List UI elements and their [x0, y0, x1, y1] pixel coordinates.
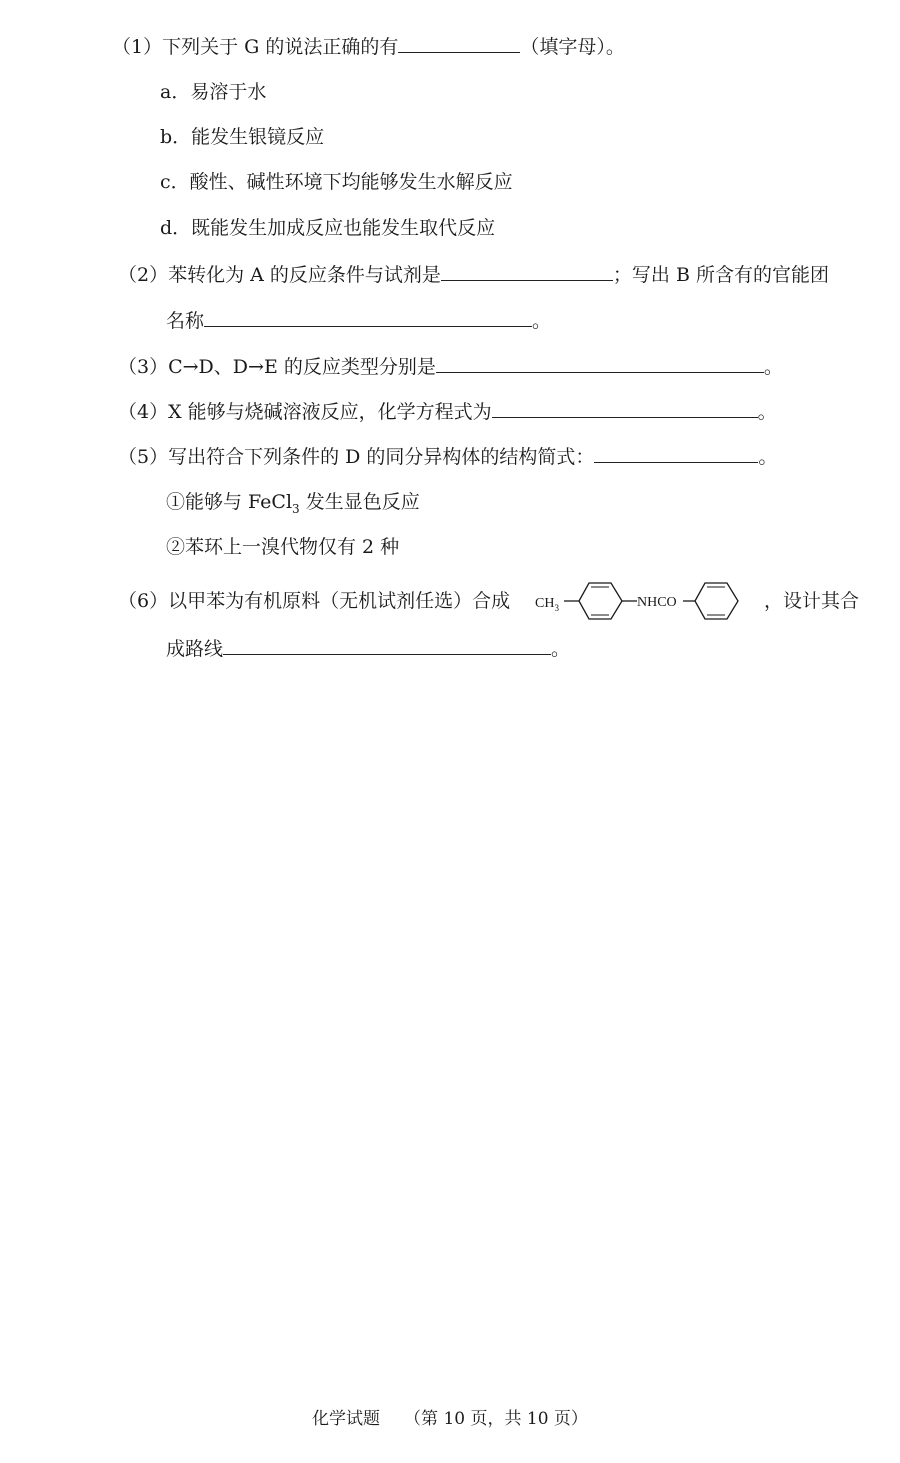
option-a: a．易溶于水 [160, 81, 267, 103]
subscript: 3 [292, 501, 300, 516]
question-text: 以甲苯为有机原料（无机试剂任选）合成 [168, 590, 511, 612]
option-d: d．既能发生加成反应也能发生取代反应 [160, 217, 496, 239]
answer-blank[interactable] [492, 399, 758, 418]
question-2-continuation [166, 308, 551, 333]
question-number: （6） [118, 590, 169, 612]
question-text-mid: ；写出 B 所含有的官能团 [612, 264, 829, 286]
question-text: 写出符合下列条件的 D 的同分异构体的结构简式： [168, 446, 595, 468]
question-text: X 能够与烧碱溶液反应，化学方程式为 [168, 401, 492, 423]
question-number: （5） [118, 446, 169, 468]
question-6-stem [118, 589, 510, 613]
question-number: （2） [118, 264, 169, 286]
benzene-ring-2 [695, 583, 738, 619]
methyl-group-label: $CH_3$ [535, 596, 559, 613]
question-text: 苯转化为 A 的反应条件与试剂是 [168, 264, 441, 286]
question-number: （4） [118, 401, 169, 423]
answer-blank[interactable] [398, 34, 520, 53]
question-text-tail: 。 [757, 401, 777, 423]
answer-blank[interactable] [204, 308, 532, 327]
question-text-tail: 。 [758, 446, 778, 468]
page-footer [0, 1404, 900, 1429]
condition-text-tail: 发生显色反应 [299, 491, 420, 513]
benzene-ring-1 [579, 583, 622, 619]
question-3-stem [118, 354, 783, 379]
option-c: c．酸性、碱性环境下均能够发生水解反应 [160, 171, 513, 193]
answer-blank[interactable] [441, 262, 613, 281]
question-5-condition-1 [166, 490, 420, 521]
question-text-tail: 。 [763, 356, 783, 378]
question-text-tail: （填字母）。 [520, 36, 625, 58]
question-1-stem [112, 34, 625, 59]
question-number: （3） [118, 356, 169, 378]
question-2-stem [118, 262, 829, 287]
answer-blank[interactable] [223, 636, 551, 655]
answer-blank[interactable] [436, 354, 764, 373]
question-number: （1） [112, 36, 163, 58]
option-b: b．能发生银镜反应 [160, 126, 325, 148]
chemical-structure-diagram [533, 574, 759, 628]
question-text-tail: 。 [551, 638, 571, 660]
footer-subject: 化学试题 [312, 1409, 381, 1429]
question-text: C→D、D→E 的反应类型分别是 [168, 356, 436, 378]
footer-page-info: （第 10 页，共 10 页） [404, 1409, 588, 1429]
question-5-stem [118, 444, 777, 469]
answer-blank[interactable] [594, 444, 758, 463]
question-6-stem-tail: ，设计其合 [764, 590, 860, 612]
question-6-continuation [166, 636, 570, 661]
question-text: 成路线 [166, 638, 224, 660]
condition-text: ①能够与 FeCl [166, 491, 293, 513]
question-5-condition-2: ②苯环上一溴代物仅有 2 种 [166, 536, 400, 558]
question-4-stem [118, 399, 777, 424]
amide-group-label: NHCO [637, 595, 677, 610]
question-text: 下列关于 G 的说法正确的有 [162, 36, 399, 58]
question-text: 名称 [166, 310, 205, 332]
question-text-tail: 。 [532, 310, 552, 332]
